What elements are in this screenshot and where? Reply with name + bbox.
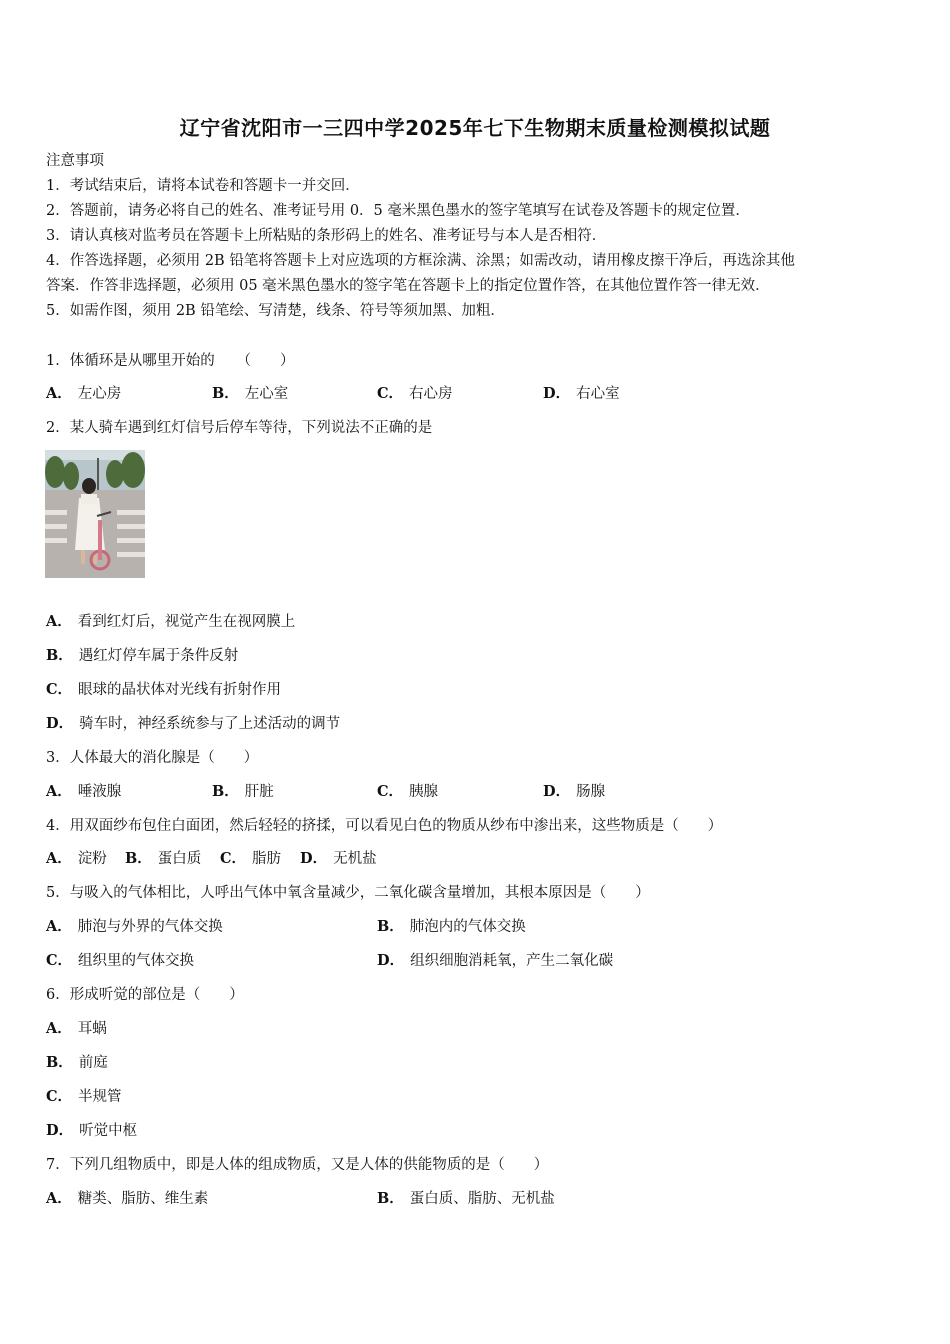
notice-item: 4．作答选择题，必须用 2B 铅笔将答题卡上对应选项的方框涂满、涂黑；如需改动，请用橡皮擦干净后，再选涂其他 — [46, 253, 795, 269]
q2-option-c: C． 眼球的晶状体对光线有折射作用 — [46, 681, 282, 698]
notice-item: 2．答题前，请务必将自己的姓名、准考证号用 0．5 毫米黑色墨水的签字笔填写在试卷及答题卡的规定位置． — [46, 203, 750, 219]
notice-item: 1．考试结束后，请将本试卷和答题卡一并交回． — [46, 178, 360, 194]
q1-option-d: D． 右心室 — [543, 385, 620, 402]
question-5-stem: 5．与吸入的气体相比，人呼出气体中氧含量减少，二氧化碳含量增加，其根本原因是（ ） — [46, 885, 650, 901]
q3-option-c: C． 胰腺 — [377, 783, 439, 800]
q4-option-c: C． 脂肪 — [220, 850, 282, 867]
q5-option-d: D． 组织细胞消耗氧，产生二氧化碳 — [377, 952, 614, 969]
q3-option-d: D． 肠腺 — [543, 783, 606, 800]
notice-heading: 注意事项 — [46, 153, 104, 169]
q4-option-d: D． 无机盐 — [300, 850, 377, 867]
q6-option-b: B． 前庭 — [46, 1054, 108, 1071]
q1-option-c: C． 右心房 — [377, 385, 453, 402]
notice-item: 答案．作答非选择题，必须用 05 毫米黑色墨水的签字笔在答题卡上的指定位置作答，在其他位置作答一律无效． — [46, 278, 770, 294]
q7-option-b: B． 蛋白质、脂肪、无机盐 — [377, 1190, 555, 1207]
q4-option-a: A． 淀粉 — [46, 850, 107, 867]
question-1-stem: 1．体循环是从哪里开始的 （ ） — [46, 353, 295, 369]
q5-option-b: B． 肺泡内的气体交换 — [377, 918, 526, 935]
q1-option-a: A． 左心房 — [46, 385, 122, 402]
question-3-stem: 3．人体最大的消化腺是（ ） — [46, 750, 259, 766]
q2-option-a: A． 看到红灯后，视觉产生在视网膜上 — [46, 613, 296, 630]
q4-option-b: B． 蛋白质 — [125, 850, 202, 867]
q6-option-a: A． 耳蜗 — [46, 1020, 107, 1037]
q5-option-c: C． 组织里的气体交换 — [46, 952, 195, 969]
q2-option-d: D． 骑车时，神经系统参与了上述活动的调节 — [46, 715, 341, 732]
notice-item: 5．如需作图，须用 2B 铅笔绘、写清楚，线条、符号等须加黑、加粗． — [46, 303, 505, 319]
cyclist-photo — [45, 450, 145, 578]
q1-option-b: B． 左心室 — [212, 385, 289, 402]
notice-item: 3．请认真核对监考员在答题卡上所粘贴的条形码上的姓名、准考证号与本人是否相符． — [46, 228, 607, 244]
page-title: 辽宁省沈阳市一三四中学2025年七下生物期末质量检测模拟试题 — [179, 116, 771, 140]
question-2-stem: 2．某人骑车遇到红灯信号后停车等待，下列说法不正确的是 — [46, 420, 433, 436]
q6-option-d: D． 听觉中枢 — [46, 1122, 138, 1139]
q5-option-a: A． 肺泡与外界的气体交换 — [46, 918, 223, 935]
question-7-stem: 7．下列几组物质中，即是人体的组成物质，又是人体的供能物质的是（ ） — [46, 1157, 549, 1173]
question-6-stem: 6．形成听觉的部位是（ ） — [46, 987, 244, 1003]
question-4-stem: 4．用双面纱布包住白面团，然后轻轻的挤揉，可以看见白色的物质从纱布中渗出来，这些物质是（ ） — [46, 818, 723, 834]
q3-option-a: A． 唾液腺 — [46, 783, 122, 800]
q6-option-c: C． 半规管 — [46, 1088, 122, 1105]
q2-option-b: B． 遇红灯停车属于条件反射 — [46, 647, 239, 664]
q7-option-a: A． 糖类、脂肪、维生素 — [46, 1190, 209, 1207]
q3-option-b: B． 肝脏 — [212, 783, 274, 800]
